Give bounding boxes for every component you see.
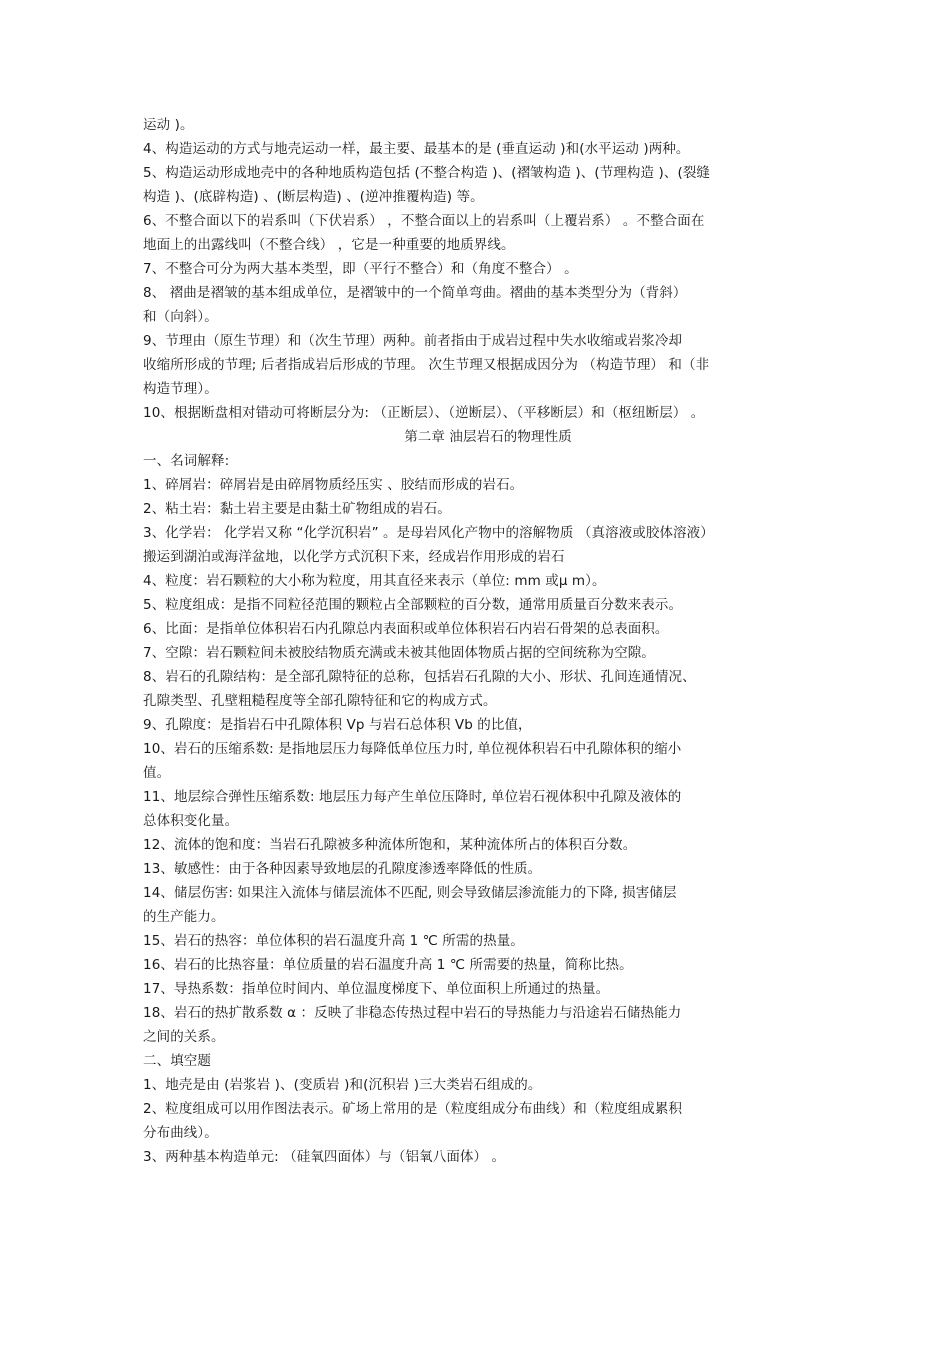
- text-line: 2、粒度组成可以用作图法表示。矿场上常用的是（粒度组成分布曲线）和（粒度组成累积: [143, 1101, 683, 1117]
- text-line: 地面上的出露线叫（不整合线） ，它是一种重要的地质界线。: [143, 237, 515, 253]
- text-line: 1、地壳是由 (岩浆岩 )、(变质岩 )和(沉积岩 )三大类岩石组成的。: [143, 1077, 542, 1093]
- text-line: 2、粘土岩：黏土岩主要是由黏土矿物组成的岩石。: [143, 501, 451, 517]
- text-line: 的生产能力。: [143, 909, 225, 925]
- text-line: 构造 )、(底辟构造) 、(断层构造) 、(逆冲推覆构造) 等。: [143, 189, 484, 205]
- text-line: 3、两种基本构造单元: （硅氧四面体）与（铝氧八面体） 。: [143, 1149, 506, 1165]
- text-line: 14、储层伤害: 如果注入流体与储层流体不匹配, 则会导致储层渗流能力的下降, 损害储层: [143, 885, 677, 901]
- text-line: 构造节理）。: [143, 381, 218, 397]
- text-line: 3、化学岩： 化学岩又称 “化学沉积岩” 。是母岩风化产物中的溶解物质 （真溶液或胶体溶液）: [143, 525, 714, 541]
- text-line: 1、碎屑岩：碎屑岩是由碎屑物质经压实 、胶结而形成的岩石。: [143, 477, 524, 493]
- text-line: 分布曲线）。: [143, 1125, 218, 1141]
- text-line: 8、岩石的孔隙结构：是全部孔隙特征的总称，包括岩石孔隙的大小、形状、孔间连通情况、: [143, 669, 696, 685]
- text-line: 11、地层综合弹性压缩系数: 地层压力每产生单位压降时, 单位岩石视体积中孔隙及液体的: [143, 789, 682, 805]
- chapter-title: 第二章 油层岩石的物理性质: [404, 429, 572, 445]
- section-heading: 二、填空题: [143, 1053, 211, 1069]
- text-line: 4、粒度：岩石颗粒的大小称为粒度，用其直径来表示（单位: mm 或μ m）。: [143, 573, 606, 589]
- text-line: 17、导热系数：指单位时间内、单位温度梯度下、单位面积上所通过的热量。: [143, 981, 610, 997]
- text-line: 5、构造运动形成地壳中的各种地质构造包括 (不整合构造 )、(褶皱构造 )、(节理构造 )、(裂缝: [143, 165, 711, 181]
- text-line: 5、粒度组成：是指不同粒径范围的颗粒占全部颗粒的百分数，通常用质量百分数来表示。: [143, 597, 683, 613]
- text-line: 7、不整合可分为两大基本类型，即（平行不整合）和（角度不整合） 。: [143, 261, 578, 277]
- text-line: 运动 )。: [143, 117, 194, 133]
- text-line: 7、空隙：岩石颗粒间未被胶结物质充满或未被其他固体物质占据的空间统称为空隙。: [143, 645, 655, 661]
- text-line: 孔隙类型、孔壁粗糙程度等全部孔隙特征和它的构成方式。: [143, 693, 497, 709]
- text-line: 收缩所形成的节理; 后者指成岩后形成的节理。 次生节理又根据成因分为 （构造节理） 和（非: [143, 357, 710, 373]
- text-line: 之间的关系。: [143, 1029, 225, 1045]
- text-line: 10、根据断盘相对错动可将断层分为: （正断层）、（逆断层）、（平移断层）和（枢纽断层） 。: [143, 405, 705, 421]
- text-line: 16、岩石的比热容量：单位质量的岩石温度升高 1 ℃ 所需要的热量，简称比热。: [143, 957, 633, 973]
- text-line: 12、流体的饱和度：当岩石孔隙被多种流体所饱和，某种流体所占的体积百分数。: [143, 837, 637, 853]
- text-line: 搬运到湖泊或海洋盆地，以化学方式沉积下来，经成岩作用形成的岩石: [143, 549, 565, 565]
- text-line: 13、敏感性：由于各种因素导致地层的孔隙度渗透率降低的性质。: [143, 861, 542, 877]
- text-line: 8、 褶曲是褶皱的基本组成单位，是褶皱中的一个简单弯曲。褶曲的基本类型分为（背斜）: [143, 285, 687, 301]
- text-line: 15、岩石的热容：单位体积的岩石温度升高 1 ℃ 所需的热量。: [143, 933, 524, 949]
- text-line: 值。: [143, 765, 171, 781]
- text-line: 和（向斜）。: [143, 309, 218, 325]
- text-line: 4、构造运动的方式与地壳运动一样，最主要、最基本的是 (垂直运动 )和(水平运动 )两种。: [143, 141, 690, 157]
- section-heading: 一、名词解释:: [143, 453, 230, 469]
- text-line: 6、比面：是指单位体积岩石内孔隙总内表面积或单位体积岩石内岩石骨架的总表面积。: [143, 621, 669, 637]
- text-line: 6、不整合面以下的岩系叫（下伏岩系） ，不整合面以上的岩系叫（上覆岩系） 。不整合面在: [143, 213, 705, 229]
- text-line: 9、孔隙度：是指岩石中孔隙体积 Vp 与岩石总体积 Vb 的比值，: [143, 717, 532, 733]
- document-body: [143, 113, 813, 1169]
- text-line: 18、岩石的热扩散系数 α ：反映了非稳态传热过程中岩石的导热能力与沿途岩石储热能力: [143, 1005, 682, 1021]
- text-line: 9、节理由（原生节理）和（次生节理）两种。前者指由于成岩过程中失水收缩或岩浆冷却: [143, 333, 683, 349]
- text-line: 10、岩石的压缩系数: 是指地层压力每降低单位压力时, 单位视体积岩石中孔隙体积的缩小: [143, 741, 682, 757]
- text-line: 总体积变化量。: [143, 813, 239, 829]
